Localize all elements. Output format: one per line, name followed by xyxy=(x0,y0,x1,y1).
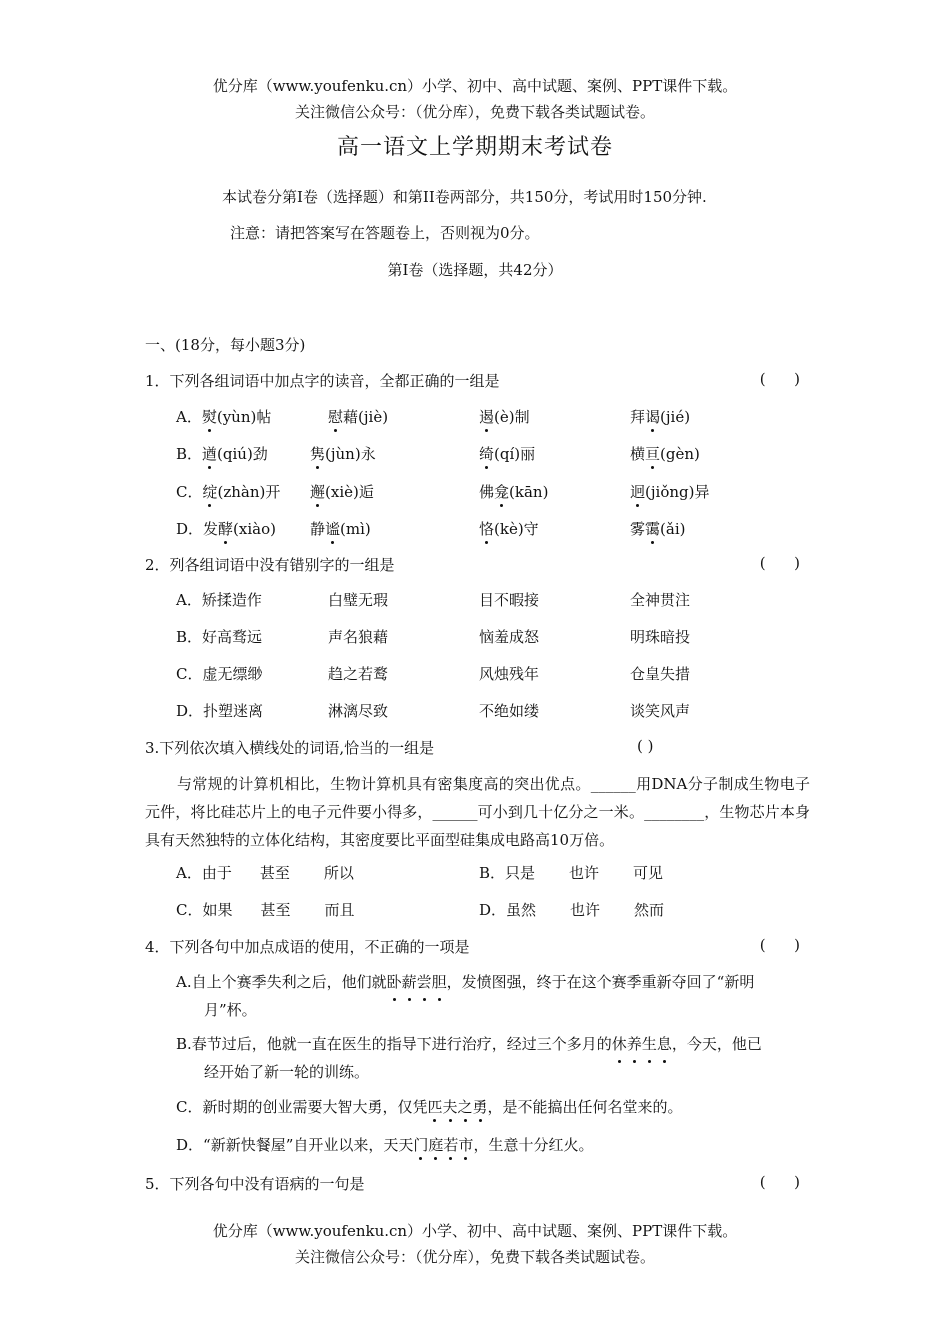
emphasis-dot-char: 熨 xyxy=(201,408,217,426)
q2-option-D-1: D．扑塑迷离 xyxy=(176,702,264,720)
emphasis-dot-char: 胆 xyxy=(432,968,447,996)
emphasis-dot-char: 市 xyxy=(458,1136,474,1154)
emphasis-dot-char: 门 xyxy=(413,1136,429,1154)
q3-option-D: D．虽然 也许 然而 xyxy=(479,901,665,919)
q1-option-A-1: A．熨(yùn)帖 xyxy=(176,408,272,426)
emphasis-dot-char: 养 xyxy=(627,1030,642,1058)
emphasis-dot-char: 遏 xyxy=(479,408,495,426)
emphasis-dot-char: 绮 xyxy=(479,445,495,463)
emphasis-dot-char: 薪 xyxy=(402,968,417,996)
q1-option-D-3: 恪(kè)守 xyxy=(479,520,539,538)
answer-paren-q1: ( ) xyxy=(759,370,800,388)
footer-ad-line-1: 优分库（www.youfenku.cn）小学、初中、高中试题、案例、PPT课件下载。 xyxy=(212,1222,738,1240)
q1-option-B-3: 绮(qí)丽 xyxy=(479,445,536,463)
emphasis-dot-char: 勇 xyxy=(472,1098,488,1116)
q2-option-C-4: 仓皇失措 xyxy=(630,665,691,683)
q3-option-C: C．如果 甚至 而且 xyxy=(176,901,355,919)
q2-option-C-1: C．虚无缥缈 xyxy=(176,665,263,683)
q2-option-C-2: 趋之若鹜 xyxy=(328,665,389,683)
q2-option-B-1: B．好高骛远 xyxy=(176,628,263,646)
q2-option-A-2: 白璧无瑕 xyxy=(328,591,389,609)
question-4-stem: 4．下列各句中加点成语的使用，不正确的一项是 xyxy=(145,938,470,956)
emphasis-dot-char: 邂 xyxy=(310,483,326,501)
question-1-stem: 1．下列各组词语中加点字的读音，全都正确的一组是 xyxy=(145,372,500,390)
q1-option-B-4: 横亘(gèn) xyxy=(630,445,700,463)
emphasis-dot-char: 亘 xyxy=(645,445,661,463)
emphasis-dot-char: 谒 xyxy=(645,408,661,426)
notice-text: 注意：请把答案写在答题卷上，否则视为0分。 xyxy=(230,224,540,242)
q1-option-D-2: 静谧(mì) xyxy=(310,520,371,538)
emphasis-dot-char: 霭 xyxy=(645,520,661,538)
emphasis-dot-char: 尝 xyxy=(417,968,432,996)
emphasis-idiom xyxy=(427,1098,487,1116)
emphasis-dot-char: 匹 xyxy=(427,1098,443,1116)
q1-option-B-2: 隽(jùn)永 xyxy=(310,445,376,463)
q4-option-D: D．“新新快餐屋”自开业以来，天天门庭若市，生意十分红火。 xyxy=(176,1136,594,1154)
emphasis-dot-char: 夫 xyxy=(442,1098,458,1116)
part-1-heading: 第Ⅰ卷（选择题，共42分） xyxy=(387,261,563,279)
header-ad-line-1: 优分库（www.youfenku.cn）小学、初中、高中试题、案例、PPT课件下载。 xyxy=(212,77,738,95)
answer-paren-q3: ( ) xyxy=(637,737,654,755)
q1-option-A-2: 慰藉(jiè) xyxy=(328,408,389,426)
q1-option-C-2: 邂(xiè)逅 xyxy=(310,483,374,501)
emphasis-dot-char: 遒 xyxy=(202,445,218,463)
header-ad-line-2: 关注微信公众号：（优分库），免费下载各类试题试卷。 xyxy=(294,103,655,121)
emphasis-dot-char: 若 xyxy=(443,1136,459,1154)
q3-option-B: B．只是 也许 可见 xyxy=(479,864,664,882)
q2-option-A-1: A．矫揉造作 xyxy=(176,591,262,609)
q1-option-A-4: 拜谒(jié) xyxy=(630,408,691,426)
question-3-passage: 与常规的计算机相比，生物计算机具有密集度高的突出优点。______用DNA分子制成生物电子元件，将比硅芯片上的电子元件要小得多，______可小到几十亿分之一米。________，生物芯片本身具有天然独特的立体化结构，其密度要比平面型硅集成电路高10万倍。 xyxy=(145,775,810,849)
emphasis-idiom xyxy=(612,1035,672,1053)
q1-option-A-3: 遏(è)制 xyxy=(479,408,530,426)
q2-option-A-4: 全神贯注 xyxy=(630,591,691,609)
q2-option-D-4: 谈笑风声 xyxy=(630,702,691,720)
q1-option-B-1: B．遒(qiú)劲 xyxy=(176,445,268,463)
emphasis-dot-char: 休 xyxy=(612,1030,627,1058)
question-2-stem: 2．列各组词语中没有错别字的一组是 xyxy=(145,556,395,574)
q2-option-D-3: 不绝如缕 xyxy=(479,702,540,720)
section-1-heading: 一、(18分，每小题3分) xyxy=(145,336,306,354)
q1-option-C-4: 迥(jiǒng)异 xyxy=(630,483,710,501)
emphasis-dot-char: 绽 xyxy=(202,483,218,501)
footer-ad-line-2: 关注微信公众号：（优分库），免费下载各类试题试卷。 xyxy=(294,1248,655,1266)
q2-option-C-3: 风烛残年 xyxy=(479,665,540,683)
emphasis-idiom xyxy=(413,1136,473,1154)
q2-option-B-4: 明珠暗投 xyxy=(630,628,691,646)
question-3-stem: 3.下列依次填入横线处的词语,恰当的一组是 xyxy=(145,739,435,757)
emphasis-dot-char: 庭 xyxy=(428,1136,444,1154)
q1-option-D-4: 雾霭(ǎi) xyxy=(630,520,686,538)
q1-option-C-1: C．绽(zhàn)开 xyxy=(176,483,281,501)
q1-option-D-1: D．发酵(xiào) xyxy=(176,520,276,538)
emphasis-dot-char: 迥 xyxy=(630,483,646,501)
q2-option-B-2: 声名狼藉 xyxy=(328,628,389,646)
emphasis-dot-char: 息 xyxy=(657,1030,672,1058)
emphasis-idiom xyxy=(387,973,447,991)
q3-option-A: A．由于 甚至 所以 xyxy=(176,864,354,882)
emphasis-dot-char: 龛 xyxy=(494,483,510,501)
intro-text: 本试卷分第Ⅰ卷（选择题）和第II卷两部分，共150分，考试用时150分钟. xyxy=(222,188,707,206)
q2-option-A-3: 目不暇接 xyxy=(479,591,540,609)
q4-option-A: A.自上个赛季失利之后，他们就卧薪尝胆，发愤图强，终于在这个赛季重新夺回了“新明 月”杯。 xyxy=(176,968,810,1024)
emphasis-dot-char: 恪 xyxy=(479,520,495,538)
emphasis-dot-char: 慰 xyxy=(328,408,344,426)
q2-option-B-3: 恼羞成怒 xyxy=(479,628,540,646)
question-5-stem: 5．下列各句中没有语病的一句是 xyxy=(145,1175,365,1193)
answer-paren-q5: ( ) xyxy=(759,1173,800,1191)
emphasis-dot-char: 生 xyxy=(642,1030,657,1058)
page-title: 高一语文上学期期末考试卷 xyxy=(336,135,613,160)
answer-paren-q4: ( ) xyxy=(759,936,800,954)
answer-paren-q2: ( ) xyxy=(759,554,800,572)
q4-option-B: B.春节过后，他就一直在医生的指导下进行治疗，经过三个多月的休养生息，今天，他已 经开始了新一轮的训练。 xyxy=(176,1030,810,1086)
emphasis-dot-char: 之 xyxy=(457,1098,473,1116)
q4-option-C: C．新时期的创业需要大智大勇，仅凭匹夫之勇，是不能搞出任何名堂来的。 xyxy=(176,1098,683,1116)
emphasis-dot-char: 隽 xyxy=(310,445,326,463)
emphasis-dot-char: 酵 xyxy=(218,520,234,538)
q2-option-D-2: 淋漓尽致 xyxy=(328,702,389,720)
q1-option-C-3: 佛龛(kān) xyxy=(479,483,549,501)
emphasis-dot-char: 谧 xyxy=(325,520,341,538)
emphasis-dot-char: 卧 xyxy=(387,968,402,996)
